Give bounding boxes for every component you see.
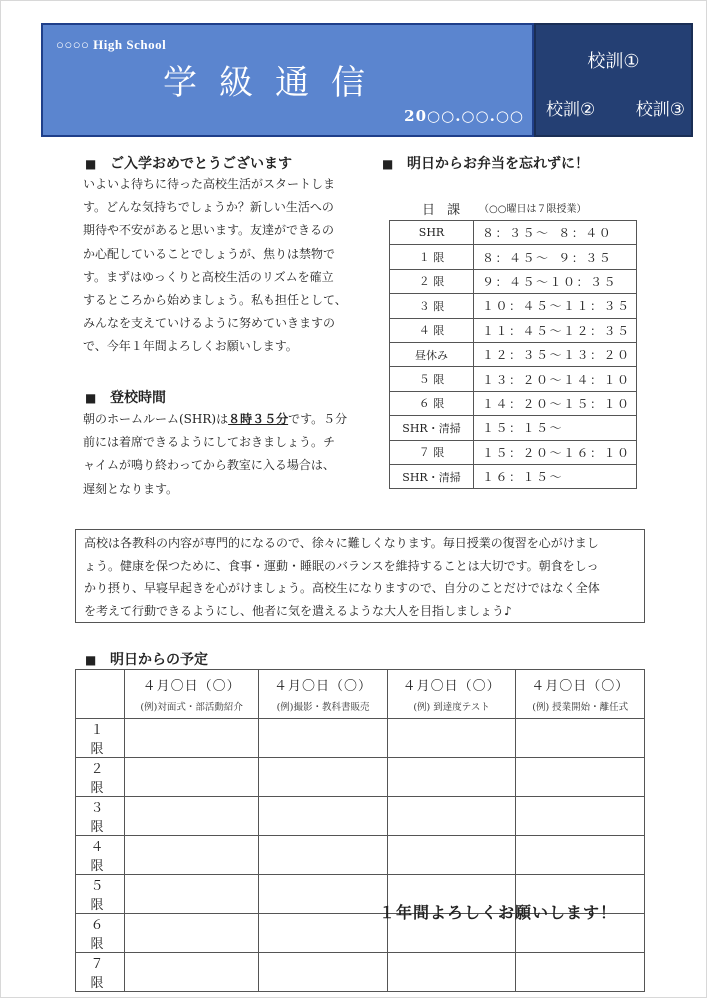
daily-schedule-table [389,220,637,489]
schedule-row: SHR・清掃 １６：１５～ [390,464,637,488]
upcoming-plan-table [75,669,645,992]
bullet-square-icon: ■ [85,391,97,405]
schedule-row: ７ 限 １５：２０～１６：１０ [390,440,637,464]
plan-row: ５ 限 [76,875,645,914]
schedule-row: SHR・清掃 １５：１５～ [390,416,637,440]
plan-row: ７ 限 [76,953,645,992]
motto-panel [534,23,693,137]
schedule-row: SHR ８：３５～ ８：４０ [390,221,637,245]
plan-row: ４ 限 [76,836,645,875]
school-name: ○○○○ High School [56,37,167,52]
plan-row: ２ 限 [76,758,645,797]
arrival-text: 朝のホームルーム(SHR)は８時３５分です。５分 前には着席できるようにしておきましょう。チ ャイムが鳴り終わってから教室に入る場合は、 遅刻となります。 [83,412,348,496]
plan-day-2: ４月〇日（〇） (例)撮影・教科書販売 [259,670,388,719]
schedule-row: ２ 限 ９：４５～１０：３５ [390,269,637,293]
bento-heading: ■ 明日からお弁当を忘れずに！ [382,156,589,172]
plan-day-3: ４月〇日（〇） (例) 到達度テスト [387,670,516,719]
welcome-text: いよいよ待ちに待った高校生活がスタートしま す。どんな気持ちでしょうか？新しい生活への 期待や不安があると思います。友達ができるの か心配していることでしょうが、焦りは禁物で す。まずはゆっくりと高校生活のリズムを確立 するところから始めましょう。私も担任として、 みんなを支えていけるように努めていきますの で、今年１年間よろしくお願いします。 [83,177,347,354]
plan-header-row [76,670,645,719]
welcome-heading: ■ ご入学おめでとうございます [85,156,292,172]
motto-1: 校訓① [587,51,640,72]
schedule-row: ６ 限 １４：２０～１５：１０ [390,391,637,415]
plan-day-4: ４月〇日（〇） (例) 授業開始・離任式 [516,670,645,719]
newsletter-page: ○○○○ High School 学級通信 20○○.○○.○○ 校訓① 校訓② 校訓③ ■ ご入学おめでとうございます いよいよ待ちに待った高校生活がスタートしま す。どんな気持ちでしょうか？新しい生活への 期待や不安があると思います。友達ができるの か心配していることでしょうが、焦りは禁物で す。まずはゆっくりと高校生活のリズムを確立 するところから始めましょう。私も担任として、 みんなを支えていけるように努めていきますの で、今年１年間よろしくお願いします。 ■ 登校時間 朝のホームルーム(SHR)は８時３５分です。５分 前には着席できるようにしておきましょう。チ ャイムが鳴り終わってから教室に入る場合は、 遅刻となります。 ■ 明日からお弁当を忘れずに！ 日 課 （○○曜日は７限授業） SHR ８：３５～ ８：４０ １ 限 ８：４５～ ９：３５ ２ 限 ９：４５～１０：３５ ３ 限 １０：４５～１１：３５ ４ 限 １１：４５～１２：３５ 昼休み １２：３５～１３：２０ ５ 限 １３：２０～１４：１０ ６ 限 １４：２０～１５：１０ SHR・清掃 １５：１５～ ７ 限 １５：２０～１６：１０ SHR・清掃 １６：１５～ 高校は各教科の内容が専門的になるので、徐々に難しくなります。毎日授業の復習を心がけまし ょう。健康を保つために、食事・運動・睡眠のバランスを維持することは大切です。朝食をしっ かり摂り、早寝早起きを心がけましょう。高校生になりますので、自分のことだけではなく全体 を考えて行動できるようにし、他者に気を遣えるような大人を目指しましょう♪ ■ 明日からの予定 ４月〇日（〇） (例)対面式・部活動紹介 ４月〇日（〇） (例)撮影・教科書販売 ４月〇日（〇） (例) 到達度テスト ４月〇日（〇） (例) 授業開始・離任式 １ 限 ２ 限 ３ 限 ４ 限 ５ 限 ６ 限 ７ 限 １年間よろしくお願いします！ [0,0,707,998]
plan-row: １ 限 [76,719,645,758]
motto-2: 校訓② [546,100,596,120]
closing-message: １年間よろしくお願いします！ [379,903,618,922]
plan-day-1: ４月〇日（〇） (例)対面式・部活動紹介 [125,670,259,719]
bullet-square-icon: ■ [85,653,97,667]
shr-time: ８時３５分 [228,412,289,426]
issue-date: 20○○.○○.○○ [404,107,524,125]
advice-box: 高校は各教科の内容が専門的になるので、徐々に難しくなります。毎日授業の復習を心がけまし ょう。健康を保つために、食事・運動・睡眠のバランスを維持することは大切です。朝食をしっ かり摂り、早寝早起きを心がけましょう。高校生になりますので、自分のことだけではなく全体 を考えて行動できるようにし、他者に気を遣えるような大人を目指しましょう♪ [75,529,645,623]
bullet-square-icon: ■ [85,157,97,171]
newsletter-title: 学級通信 [163,63,387,103]
header-banner [41,23,534,137]
plan-row: ３ 限 [76,797,645,836]
schedule-row: ３ 限 １０：４５～１１：３５ [390,294,637,318]
plan-row: ６ 限 [76,914,645,953]
schedule-row: １ 限 ８：４５～ ９：３５ [390,245,637,269]
plan-heading: ■ 明日からの予定 [85,652,208,668]
schedule-row: ５ 限 １３：２０～１４：１０ [390,367,637,391]
schedule-row: 昼休み １２：３５～１３：２０ [390,342,637,366]
motto-3: 校訓③ [635,100,685,120]
schedule-row: ４ 限 １１：４５～１２：３５ [390,318,637,342]
bullet-square-icon: ■ [382,157,394,171]
arrival-heading: ■ 登校時間 [85,390,166,406]
